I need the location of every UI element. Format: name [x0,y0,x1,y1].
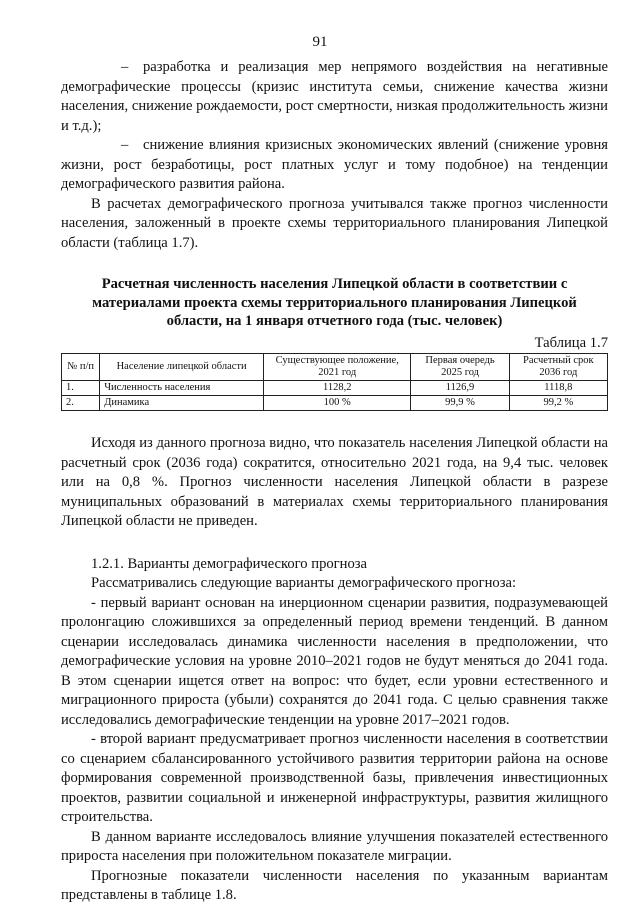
table-header-cell: Первая очередь 2025 год [411,354,509,381]
paragraph-table-reference: Прогнозные показатели численности населения по указанным вариантам представлены в таблице 1.8. [61,867,608,903]
table-cell: 99,9 % [411,396,509,411]
table-row [62,396,608,411]
table-caption: Расчетная численность населения Липецкой области в соответствии с материалами проекта схемы территориального планирования Липецкой области, на 1 января отчетного года (тыс. человек) [92,276,577,329]
paragraph-forecast-basis: В расчетах демографического прогноза учитывался также прогноз численности населения, заложенный в проекте схемы территориального планирования Липецкой области (таблица 1.7). [61,195,608,251]
paragraph-variant-2-detail: В данном варианте исследовалось влияние улучшения показателей естественного прироста населения при положительном показателе миграции. [61,828,608,864]
table-cell: 2. [62,396,100,411]
table-row [62,381,608,396]
population-table [61,353,608,411]
list-marker: – [121,59,129,75]
page-content [61,58,608,906]
list-item-text: снижение влияния кризисных экономических явлений (снижение уровня жизни, рост безработицы, рост платных услуг и тому подобное) на тенденции демографического развития района. [61,137,608,192]
table-cell: 1118,8 [509,381,607,396]
paragraph-variant-1: - первый вариант основан на инерционном сценарии развития, подразумевающей пролонгацию сложившихся за определенный период времени тенденций. В данном сценарии исследовалась динамика численности населения в предположении, что демографические условия на уровне 2010–2021 годов не будут меняться до 2041 года. В этом сценарии ищется ответ на вопрос: что будет, если уровни естественного и миграционного прироста (убыли) сохранятся до 2041 года. С целью сравнения также исследовались демографические тенденции на уровне 2017–2021 годов. [61,594,608,728]
table-cell: 1126,9 [411,381,509,396]
paragraph-variants-intro: Рассматривались следующие варианты демографического прогноза: [91,575,516,591]
list-item-1 [61,58,608,136]
page-number: 91 [312,34,328,50]
table-header-cell: Население липецкой области [100,354,264,381]
paragraph-forecast-conclusion: Исходя из данного прогноза видно, что показатель населения Липецкой области на расчетный срок (2036 года) сократится, относительно 2021 года, на 9,4 тыс. человек или на 0,8 %. Прогноз численности населения Липецкой области в разрезе муниципальных образований в материалах схемы территориального планирования Липецкой области не приведен. [61,435,608,529]
table-cell: Динамика [100,396,264,411]
table-label: Таблица 1.7 [534,334,608,351]
table-cell: 99,2 % [509,396,607,411]
table-cell: 1128,2 [264,381,411,396]
table-header-cell: № п/п [62,354,100,381]
table-cell: 100 % [264,396,411,411]
list-item-text: разработка и реализация мер непрямого воздействия на негативные демографические процессы (кризис института семьи, снижение качества жизни населения, снижение рождаемости, рост смертности, низкая продолжительность жизни и т.д.); [61,59,608,134]
table-header-cell: Расчетный срок 2036 год [509,354,607,381]
paragraph-variant-2: - второй вариант предусматривает прогноз численности населения в соответствии со сценарием сбалансированного устойчивого развития территории района на основе формирования современной производственной базы, привлечения инвестиционных проектов, развитии социальной и инженерной инфраструктуры, развития жилищного строительства. [61,731,608,825]
table-header-cell: Существующее положение, 2021 год [264,354,411,381]
table-cell: 1. [62,381,100,396]
list-marker: – [121,137,129,153]
list-item-2 [61,136,608,195]
section-heading: 1.2.1. Варианты демографического прогноза [91,555,367,572]
table-header-row [62,354,608,381]
table-cell: Численность населения [100,381,264,396]
